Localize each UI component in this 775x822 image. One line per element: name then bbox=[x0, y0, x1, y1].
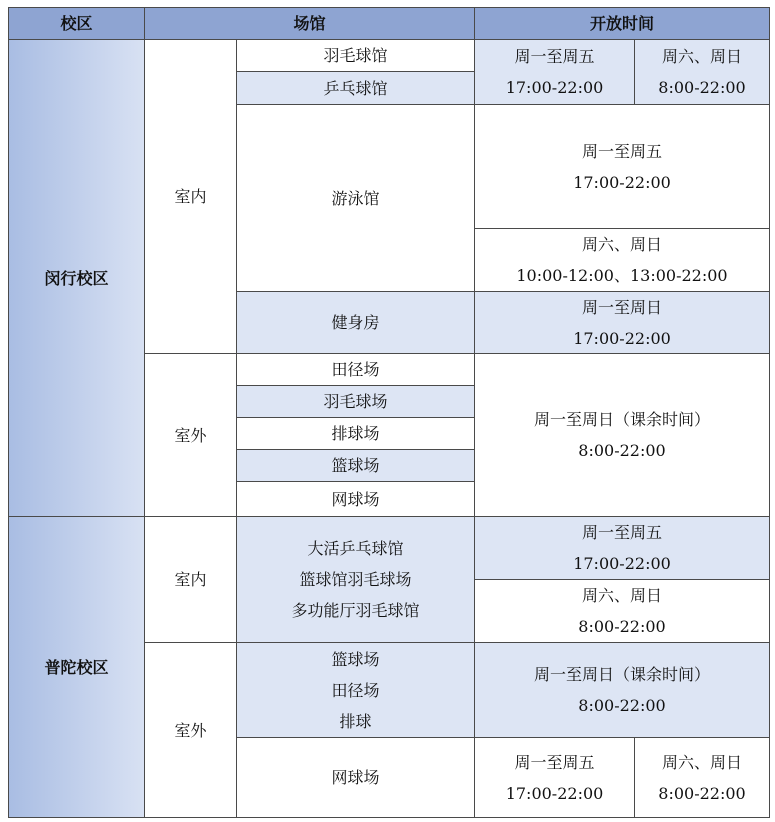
hall-hours-weekend bbox=[634, 39, 770, 105]
putuo-indoor-hours-weekend bbox=[474, 579, 770, 643]
venue-volleyball: 排球 bbox=[339, 711, 372, 731]
hours-time: 17:00-22:00 bbox=[505, 783, 604, 803]
outdoor-hours bbox=[474, 353, 770, 517]
hours-days: 周六、周日 bbox=[581, 586, 662, 605]
hall-hours-weekday bbox=[474, 39, 635, 105]
header-hours: 开放时间 bbox=[474, 7, 770, 40]
venue-multipurpose-badminton: 多功能厅羽毛球馆 bbox=[291, 601, 420, 620]
putuo-indoor-label: 室内 bbox=[144, 516, 237, 643]
hours-days: 周一至周五 bbox=[581, 523, 662, 542]
venue-gym: 健身房 bbox=[236, 291, 475, 354]
hours-time: 8:00-22:00 bbox=[658, 78, 746, 97]
swim-hours-weekend bbox=[474, 228, 770, 292]
swim-hours-weekday bbox=[474, 104, 770, 229]
minhang-outdoor-label: 室外 bbox=[144, 353, 237, 517]
hours-days: 周一至周日（课余时间） bbox=[533, 665, 710, 684]
header-campus: 校区 bbox=[8, 7, 145, 40]
venue-hours-table bbox=[8, 7, 770, 818]
hours-days: 周一至周五 bbox=[514, 752, 595, 772]
hours-time: 17:00-22:00 bbox=[573, 172, 671, 192]
campus-putuo: 普陀校区 bbox=[8, 516, 145, 818]
tennis-hours-weekday bbox=[474, 737, 635, 818]
putuo-outdoor-label: 室外 bbox=[144, 642, 237, 818]
venue-tennis-court-putuo: 网球场 bbox=[236, 737, 475, 818]
campus-minhang: 闵行校区 bbox=[8, 39, 145, 517]
venue-basketball-badminton: 篮球馆羽毛球场 bbox=[299, 570, 412, 589]
hours-days: 周一至周五 bbox=[581, 141, 662, 161]
minhang-indoor-label: 室内 bbox=[144, 39, 237, 354]
putuo-indoor-venues bbox=[236, 516, 475, 643]
venue-tennis-court: 网球场 bbox=[236, 481, 475, 517]
hours-days: 周一至周日 bbox=[581, 297, 662, 317]
putuo-outdoor-venues bbox=[236, 642, 475, 738]
hours-days: 周六、周日 bbox=[661, 47, 742, 66]
venue-basketball-court: 篮球场 bbox=[331, 649, 380, 669]
hours-time: 17:00-22:00 bbox=[505, 78, 604, 97]
hours-days: 周一至周日（课余时间） bbox=[533, 410, 710, 429]
putuo-indoor-hours-weekday bbox=[474, 516, 770, 580]
hours-time: 10:00-12:00、13:00-22:00 bbox=[516, 266, 728, 285]
hours-time: 8:00-22:00 bbox=[658, 783, 746, 803]
hours-time: 8:00-22:00 bbox=[578, 617, 666, 636]
tennis-hours-weekend bbox=[634, 737, 770, 818]
venue-track-field: 田径场 bbox=[236, 353, 475, 386]
hours-days: 周六、周日 bbox=[661, 752, 742, 772]
venue-basketball-court: 篮球场 bbox=[236, 449, 475, 482]
header-venue: 场馆 bbox=[144, 7, 475, 40]
hours-time: 8:00-22:00 bbox=[578, 441, 666, 460]
venue-swimming: 游泳馆 bbox=[236, 104, 475, 292]
hours-days: 周六、周日 bbox=[581, 235, 662, 254]
gym-hours bbox=[474, 291, 770, 354]
venue-pingpong-hall: 大活乒乓球馆 bbox=[307, 539, 404, 558]
putuo-outdoor-hours bbox=[474, 642, 770, 738]
hours-time: 8:00-22:00 bbox=[578, 696, 666, 715]
hours-time: 17:00-22:00 bbox=[573, 554, 671, 573]
hours-days: 周一至周五 bbox=[514, 47, 595, 66]
venue-badminton-hall: 羽毛球馆 bbox=[236, 39, 475, 72]
venue-track-field: 田径场 bbox=[331, 680, 380, 700]
venue-volleyball-court: 排球场 bbox=[236, 417, 475, 450]
hours-time: 17:00-22:00 bbox=[573, 328, 671, 348]
venue-pingpong-hall: 乒乓球馆 bbox=[236, 71, 475, 105]
venue-badminton-court: 羽毛球场 bbox=[236, 385, 475, 418]
